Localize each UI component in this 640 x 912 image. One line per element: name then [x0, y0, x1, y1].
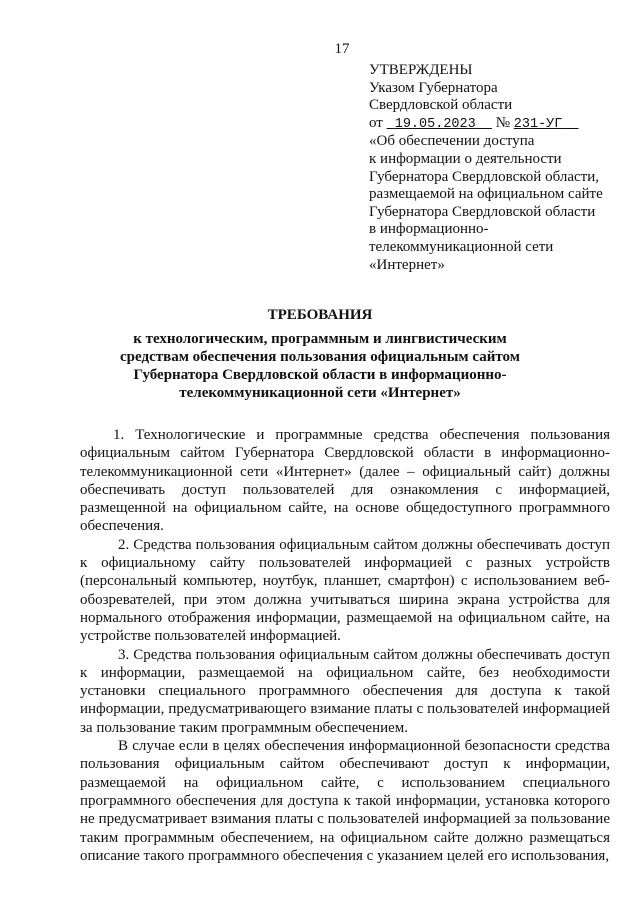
- decree-title-line: к информации о деятельности: [369, 150, 562, 167]
- decree-title-line: Губернатора Свердловской области,: [369, 168, 599, 185]
- decree-title-line: «Об обеспечении доступа: [369, 133, 535, 150]
- approval-ot: от: [369, 114, 383, 131]
- paragraph: 3. Средства пользования официальным сайтом должны обеспечивать доступ к информации, размещаемой на официальном сайте, без необходимости установки специального программного обеспечения для доступа к такой информации, предусматривающего взимание платы с пользователей информацией за пользование таким программным обеспечением.: [80, 646, 610, 736]
- decree-title-line: «Интернет»: [369, 256, 445, 273]
- decree-title-line: Губернатора Свердловской области: [369, 203, 596, 220]
- decree-title-line: размещаемой на официальном сайте: [369, 186, 603, 203]
- decree-title-line: в информационно-: [369, 221, 489, 238]
- approval-issuer: Указом Губернатора: [369, 79, 498, 96]
- approval-number-sign: №: [495, 114, 510, 131]
- approval-date: 19.05.2023: [394, 116, 476, 132]
- approval-stamp: [369, 62, 619, 274]
- approval-date-number-line: [369, 115, 619, 134]
- approval-heading: УТВЕРЖДЕНЫ: [369, 62, 473, 78]
- document-title: ТРЕБОВАНИЯ: [267, 307, 373, 323]
- paragraph: В случае если в целях обеспечения информационной безопасности средства пользования официальным сайтом обеспечивают доступ к информации, размещаемой на официальном сайте, с использованием специального программного обеспечения для доступа к такой информации, установка которого не предусматривает взимания платы с пользователей информацией за пользование таким программным обеспечением, на официальном сайте должно размещаться описание такого программного обеспечения с указанием целей его использования,: [80, 738, 610, 864]
- approval-number: 231-УГ: [513, 116, 563, 132]
- paragraph: 2. Средства пользования официальным сайтом должны обеспечивать доступ к официальному сайту пользователей информацией с разных устройств (персональный компьютер, ноутбук, планшет, смартфон) с использованием веб-обозревателей, при этом должна учитываться ширина экрана устройства для нормального отображения информации, размещаемой на официальном сайте, на устройстве пользователей информацией.: [80, 536, 610, 645]
- page-number: 17: [334, 41, 350, 57]
- document-body: [80, 426, 610, 865]
- approval-region: Свердловской области: [369, 97, 513, 114]
- decree-title-line: телекоммуникационной сети: [369, 238, 554, 255]
- document-heading: [110, 306, 530, 402]
- paragraph: 1. Технологические и программные средства обеспечения пользования официальным сайтом Губернатора Свердловской области в информационно-телекоммуникационной сети «Интернет» (далее – официальный сайт) должны обеспечивать доступ пользователей для ознакомления с информацией, размещенной на официальном сайте, на основе общедоступного программного обеспечения.: [80, 427, 610, 535]
- document-subtitle: к технологическим, программным и лингвистическим средствам обеспечения пользования официальным сайтом Губернатора Свердловской области в информационно-телекоммуникационной сети «Интернет»: [120, 331, 520, 401]
